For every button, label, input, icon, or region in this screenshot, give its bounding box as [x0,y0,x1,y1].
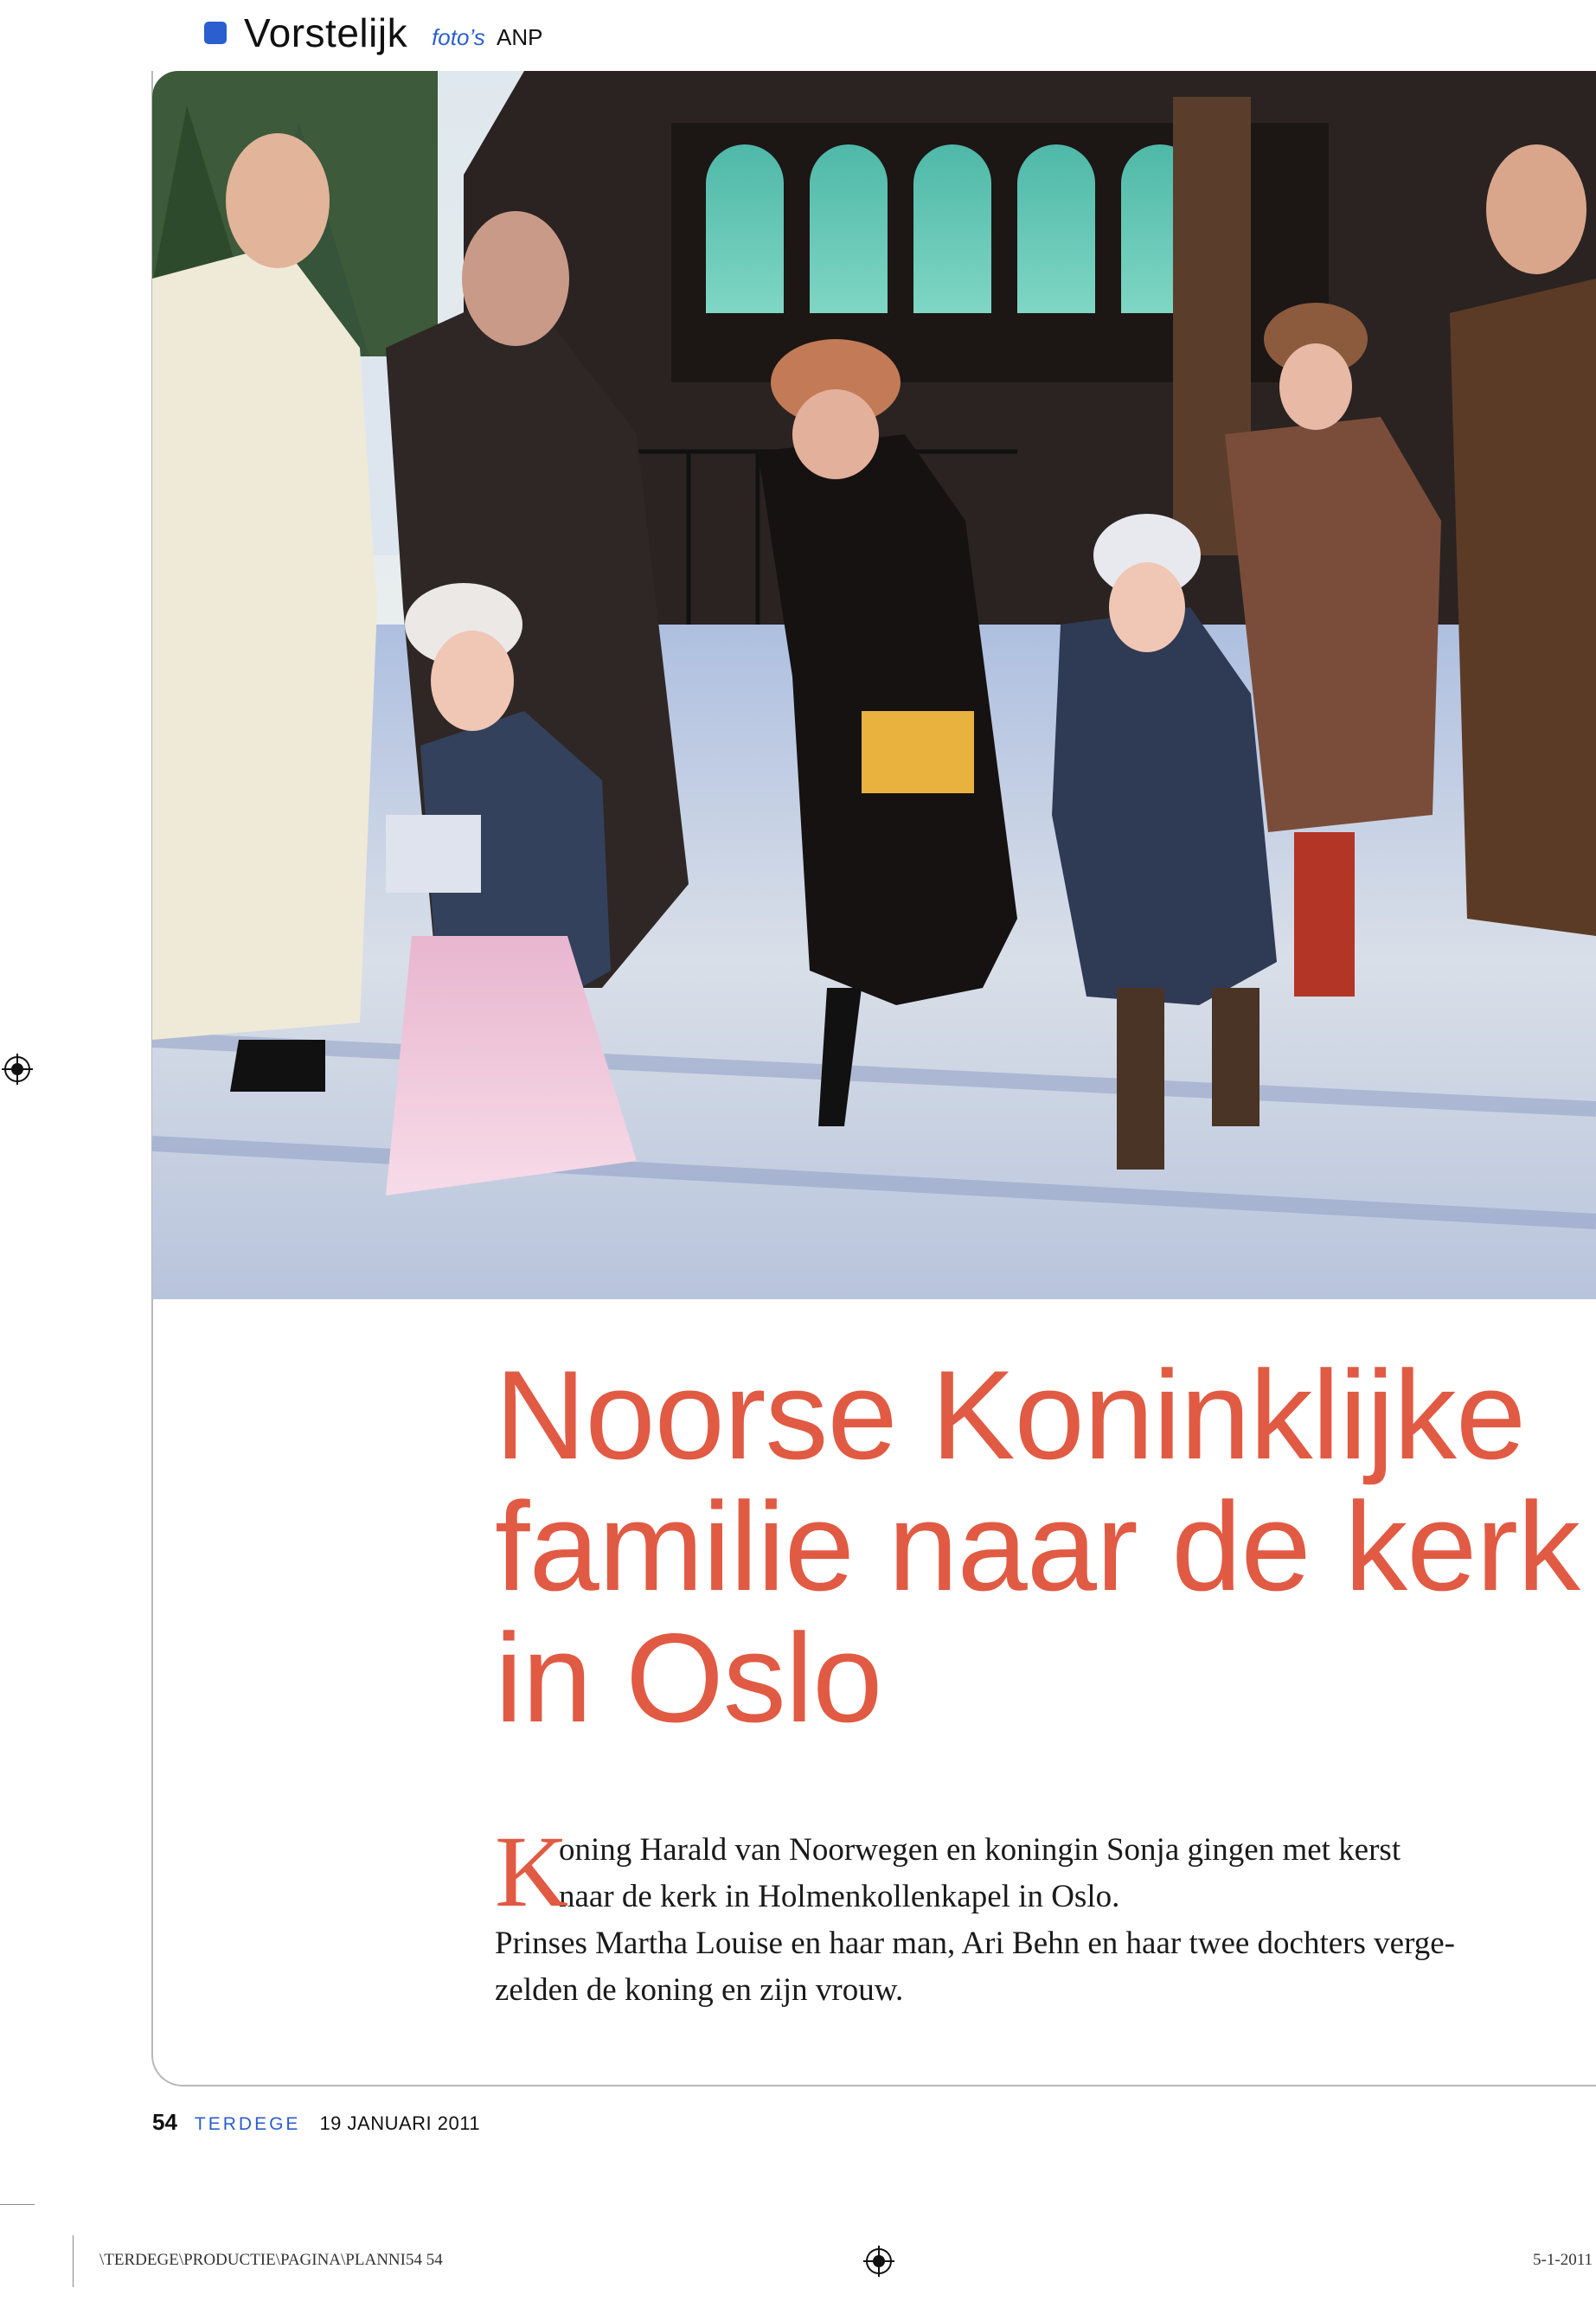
article-body [495,1815,1516,2014]
photo-credit [432,24,542,51]
headline-line: in Oslo [495,1607,882,1748]
trim-mark [73,2235,74,2287]
registration-mark-icon [2,1054,33,1085]
dropcap: K [495,1815,569,1928]
body-line: zelden de koning en zijn vrouw. [495,1972,904,2008]
issue-date: 19 JANUARI 2011 [319,2112,481,2134]
print-slug-path: \TERDEGE\PRODUCTIE\PAGINA\PLANNI54 54 [99,2251,443,2269]
article-photo [152,71,1596,1299]
headline-line: Noorse Koninklijke [495,1344,1526,1485]
headline-line: familie naar de kerk [495,1476,1580,1617]
intro-paragraph [495,1815,1516,1928]
print-slug-date: 5-1-2011 [1533,2251,1593,2269]
section-label: Vorstelijk [244,10,408,55]
body-paragraph [495,1920,1516,2014]
body-line: Prinses Martha Louise en haar man, Ari Behn en haar twee dochters verge- [495,1926,1455,1961]
section-marker-icon [204,22,227,44]
photo-credit-prefix: foto’s [432,23,485,50]
section-header [204,7,542,59]
photo-credit-source: ANP [497,23,543,50]
intro-line: oning Harald van Noorwegen en koningin Sonja gingen met kerst [559,1832,1401,1868]
headline [495,1344,1585,1748]
trim-mark [0,2204,35,2205]
folio [152,2109,480,2136]
registration-mark-icon [863,2246,894,2277]
intro-line: naar de kerk in Holmenkollenkapel in Oslo. [559,1879,1120,1914]
page-number: 54 [152,2109,177,2135]
publication-name: TERDEGE [194,2114,301,2134]
